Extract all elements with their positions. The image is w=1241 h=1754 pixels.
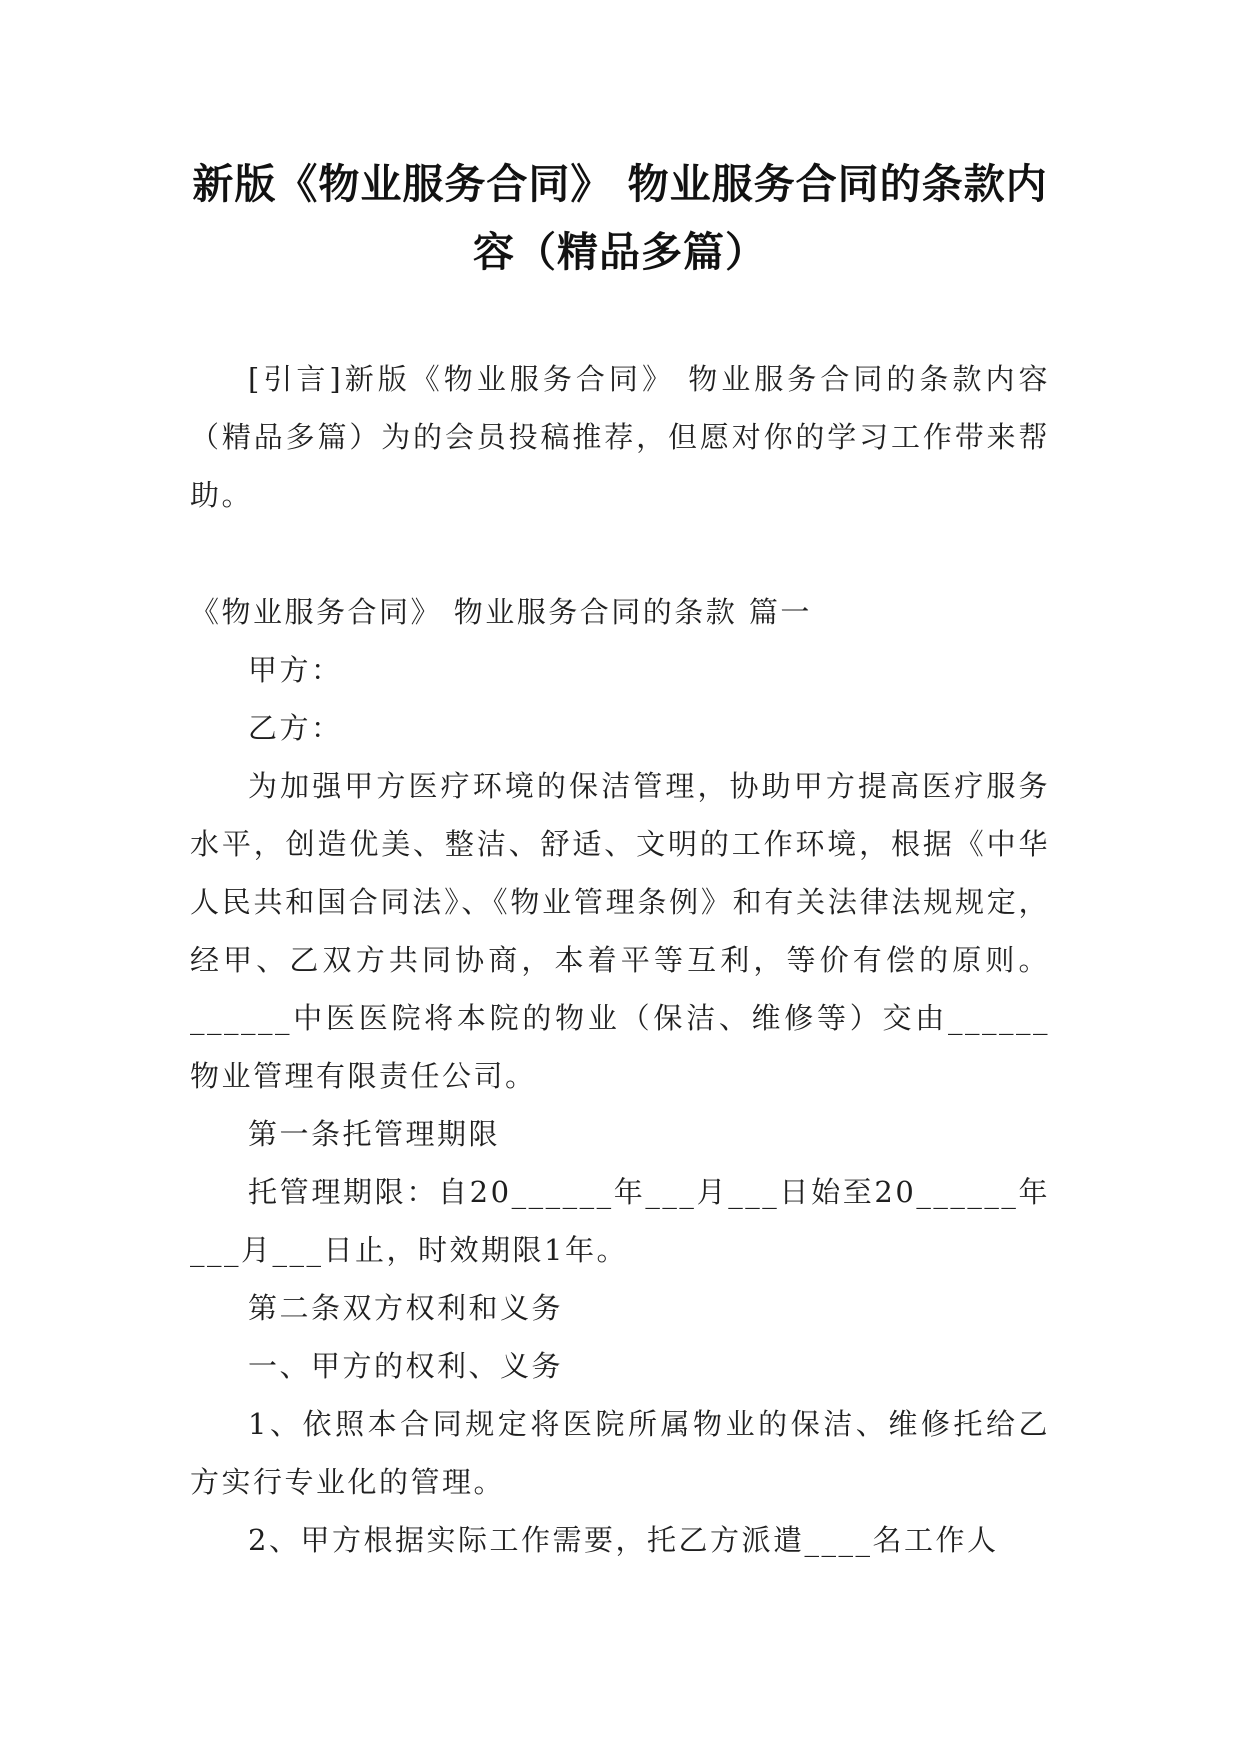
party-a-rights-heading: 一、甲方的权利、义务 (248, 1349, 564, 1383)
section-heading: 《物业服务合同》 物业服务合同的条款 篇一 (190, 595, 812, 629)
article-2-heading: 第二条双方权利和义务 (248, 1291, 564, 1325)
contract-body (190, 583, 1050, 1569)
term-paragraph: 托管理期限：自20______年___月___日始至20______年___月___日止，时效期限1年。 (190, 1175, 1050, 1267)
clause-2: 2、甲方根据实际工作需要，托乙方派遣____名工作人 (248, 1523, 999, 1557)
article-1-heading: 第一条托管理期限 (248, 1117, 501, 1151)
clause-1: 1、依照本合同规定将医院所属物业的保洁、维修托给乙方实行专业化的管理。 (190, 1407, 1050, 1499)
preamble-paragraph: 为加强甲方医疗环境的保洁管理，协助甲方提高医疗服务水平，创造优美、整洁、舒适、文明的工作环境，根据《中华人民共和国合同法》、《物业管理条例》和有关法律法规规定，经甲、乙双方共同协商，本着平等互利，等价有偿的原则。______中医医院将本院的物业（保洁、维修等）交由______物业管理有限责任公司。 (190, 769, 1050, 1093)
party-a-line: 甲方： (248, 653, 343, 687)
intro-paragraph: [引言]新版《物业服务合同》 物业服务合同的条款内容（精品多篇）为的会员投稿推荐，但愿对你的学习工作带来帮助。 (190, 362, 1050, 512)
document-title: 新版《物业服务合同》 物业服务合同的条款内容（精品多篇） (192, 160, 1048, 276)
intro-block (190, 350, 1050, 524)
party-b-line: 乙方： (248, 711, 343, 745)
